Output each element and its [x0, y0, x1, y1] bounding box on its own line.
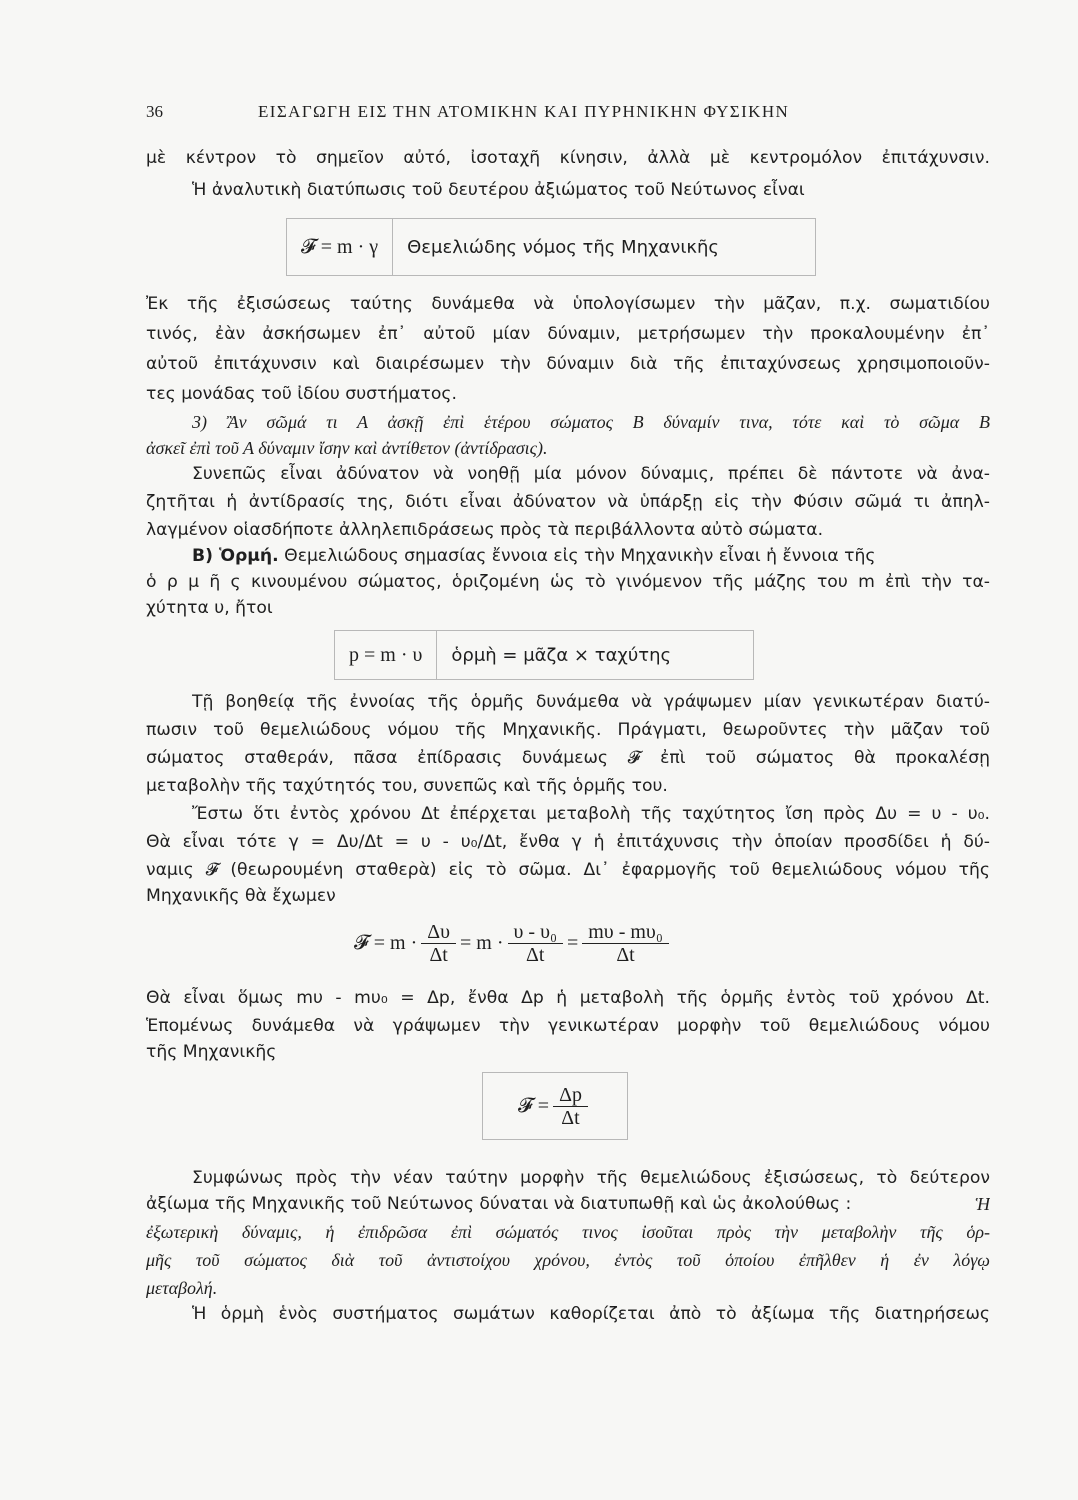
formula: 𝓕 = m · γ: [287, 219, 393, 275]
text-line: [192, 544, 990, 568]
text-line: σώματος σταθεράν, πᾶσα ἐπίδρασις δυνάμεως 𝓕 ἐπὶ τοῦ σώματος θὰ προκαλέσῃ: [146, 748, 990, 768]
denominator: Δt: [616, 943, 635, 966]
text-span: ἀξίωμα τῆς Μηχανικῆς τοῦ Νεύτωνος δύναται νὰ διατυπωθῇ καὶ ὡς ἀκολούθως :: [146, 1194, 852, 1214]
text-line: μεταβολὴν τῆς ταχύτητός του, συνεπῶς καὶ τῆς ὁρμῆς του.: [146, 776, 668, 796]
text-line: ὁ ρ μ ῆ ς κινουμένου σώματος, ὁριζομένη ὡς τὸ γινόμενον τῆς μάζης του m ἐπὶ τὴν τα-: [146, 572, 990, 592]
text-line: Συνεπῶς εἶναι ἀδύνατον νὰ νοηθῇ μία μόνον δύναμις, πρέπει δὲ πάντοτε νὰ ἀνα-: [192, 464, 990, 484]
section-heading: Β) Ὁρμή.: [192, 546, 279, 566]
text-line: Τῇ βοηθείᾳ τῆς ἐννοίας τῆς ὁρμῆς δυνάμεθα νὰ γράψωμεν μίαν γενικωτέραν διατύ-: [192, 692, 990, 712]
text-span: Ἡ: [975, 1194, 990, 1214]
formula-box-newton: [286, 218, 816, 276]
eq-lhs: 𝓕 =: [518, 1094, 550, 1117]
fraction: [553, 1084, 588, 1129]
text-line: Ἔστω ὅτι ἐντὸς χρόνου Δt ἐπέρχεται μεταβολὴ τῆς ταχύτητος ἴση πρὸς Δυ = υ - υ₀.: [192, 804, 990, 824]
text-line: Ἐκ τῆς ἐξισώσεως ταύτης δυνάμεθα νὰ ὑπολογίσωμεν τὴν μᾶζαν, π.χ. σωματιδίου: [146, 294, 990, 314]
eq-sign: =: [566, 931, 579, 954]
denominator: Δt: [429, 943, 448, 966]
numerator: mυ - mυ₀: [582, 921, 669, 944]
text-line: [146, 1192, 990, 1216]
text-line: τινός, ἐὰν ἀσκήσωμεν ἐπ᾽ αὐτοῦ μίαν δύναμιν, μετρήσωμεν τὴν προκαλουμένην ἐπ᾽: [146, 324, 990, 344]
formula-label: ὁρμὴ = μᾶζα × ταχύτης: [451, 644, 672, 666]
text-line: Συμφώνως πρὸς τὴν νέαν ταύτην μορφὴν τῆς θεμελιώδους ἐξισώσεως, τὸ δεύτερον: [192, 1168, 990, 1188]
text-line: Ἡ ἀναλυτικὴ διατύπωσις τοῦ δευτέρου ἀξιώματος τοῦ Νεύτωνος εἶναι: [192, 180, 805, 200]
numerator: Δυ: [421, 921, 456, 944]
fraction: [421, 921, 456, 966]
text-line: αὐτοῦ ἐπιτάχυνσιν καὶ διαιρέσωμεν τὴν δύναμιν διὰ τῆς ἐπιταχύνσεως χρησιμοποιοῦν-: [146, 354, 990, 374]
text-line: Ἡ ὁρμὴ ἑνὸς συστήματος σωμάτων καθορίζεται ἀπὸ τὸ ἀξίωμα τῆς διατηρήσεως: [192, 1304, 990, 1324]
formula-label: Θεμελιώδης νόμος τῆς Μηχανικῆς: [407, 236, 719, 258]
text-line: μεταβολή.: [146, 1278, 218, 1298]
denominator: Δt: [526, 943, 545, 966]
denominator: Δt: [561, 1106, 580, 1129]
formula-box-general: [482, 1072, 628, 1140]
text-line: Ἑπομένως δυνάμεθα νὰ γράψωμεν τὴν γενικωτέραν μορφὴν τοῦ θεμελιώδους νόμου: [146, 1016, 990, 1036]
text-line: λαγμένον οἱασδήποτε ἀλληλεπιδράσεως πρὸς τὰ περιβάλλοντα αὐτὸ σώματα.: [146, 520, 824, 540]
equation-force: [354, 916, 673, 970]
fraction: [508, 921, 563, 966]
fraction: [582, 921, 669, 966]
text-line: μῆς τοῦ σώματος διὰ τοῦ ἀντιστοίχου χρόνου, ἐντὸς τοῦ ὁποίου ἐπῆλθεν ἡ ἐν λόγῳ: [146, 1250, 990, 1270]
formula-box-momentum: [334, 630, 754, 680]
text-line: τῆς Μηχανικῆς: [146, 1042, 277, 1062]
page-number: 36: [146, 102, 163, 121]
text-line: τες μονάδας τοῦ ἰδίου συστήματος.: [146, 384, 457, 404]
text-line: ναμις 𝓕 (θεωρουμένη σταθερὰ) εἰς τὸ σῶμα. Δι᾽ ἐφαρμογῆς τοῦ θεμελιώδους νόμου τῆς: [146, 860, 990, 880]
text-line: Θὰ εἶναι τότε γ = Δυ/Δt = υ - υ₀/Δt, ἔνθα γ ἡ ἐπιτάχυνσις τὴν ὁποίαν προσδίδει ἡ δύ-: [146, 832, 990, 852]
formula: p = m · υ: [335, 631, 437, 679]
text-line: πωσιν τοῦ θεμελιώδους νόμου τῆς Μηχανικῆς. Πράγματι, θεωροῦντες τὴν μᾶζαν τοῦ: [146, 720, 990, 740]
text-line: 3) Ἂν σῶμά τι Α ἀσκῇ ἐπὶ ἑτέρου σώματος Β δύναμίν τινα, τότε καὶ τὸ σῶμα Β: [192, 412, 990, 432]
text-line: μὲ κέντρον τὸ σημεῖον αὐτό, ἰσοταχῆ κίνησιν, ἀλλὰ μὲ κεντρομόλον ἐπιτάχυνσιν.: [146, 148, 990, 168]
eq-mid: = m ·: [460, 931, 504, 954]
text-line: Θὰ εἶναι ὅμως mυ - mυ₀ = Δp, ἔνθα Δp ἡ μεταβολὴ τῆς ὁρμῆς ἐντὸς τοῦ χρόνου Δt.: [146, 988, 990, 1008]
text-line: ἀσκεῖ ἐπὶ τοῦ Α δύναμιν ἴσην καὶ ἀντίθετον (ἀντίδρασις).: [146, 438, 548, 458]
text-line: ζητῆται ἡ ἀντίδρασίς της, διότι εἶναι ἀδύνατον νὰ ὑπάρξῃ εἰς τὴν Φύσιν σῶμά τι ἀπηλ-: [146, 492, 990, 512]
text-span: Θεμελιώδους σημασίας ἔννοια εἰς τὴν Μηχανικὴν εἶναι ἡ ἔννοια τῆς: [284, 546, 876, 566]
numerator: υ - υ₀: [508, 921, 563, 944]
text-line: ἐξωτερικὴ δύναμις, ἡ ἐπιδρῶσα ἐπὶ σώματός τινος ἰσοῦται πρὸς τὴν μεταβολὴν τῆς ὁρ-: [146, 1222, 990, 1242]
text-line: χύτητα υ, ἤτοι: [146, 598, 273, 618]
running-head: ΕΙΣΑΓΩΓΗ ΕΙΣ ΤΗΝ ΑΤΟΜΙΚΗΝ ΚΑΙ ΠΥΡΗΝΙΚΗΝ ΦΥΣΙΚΗΝ: [258, 102, 790, 121]
numerator: Δp: [553, 1084, 588, 1107]
text-line: Μηχανικῆς θὰ ἔχωμεν: [146, 886, 336, 906]
eq-lhs: 𝓕 = m ·: [354, 931, 418, 954]
